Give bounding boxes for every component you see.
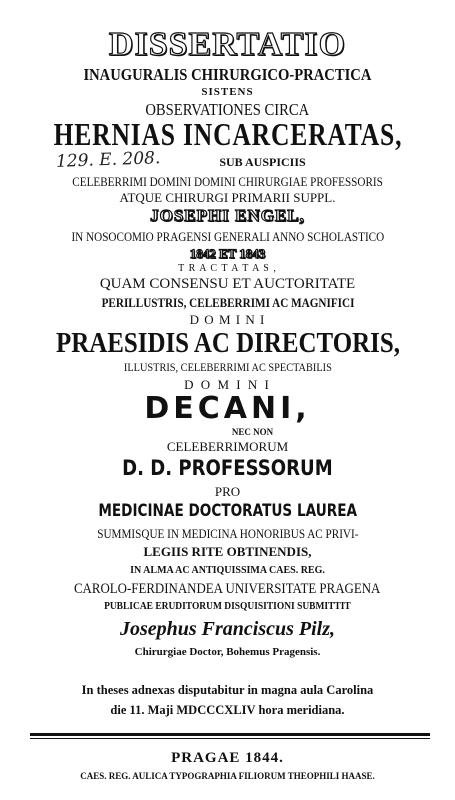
nosocomio-line: IN NOSOCOMIO PRAGENSI GENERALI ANNO SCHOLASTICO [71, 229, 384, 244]
atque-line: ATQUE CHIRURGI PRIMARII SUPPL. [119, 190, 336, 205]
josephi-engel-line: JOSEPHI ENGEL, [150, 206, 305, 225]
double-rule-bottom [30, 738, 430, 739]
years-line: 1842 ET 1843 [189, 246, 266, 261]
in-alma-line: IN ALMA AC ANTIQUISSIMA CAES. REG. [130, 565, 325, 576]
author-name: Josephus Franciscus Pilz, [119, 618, 336, 640]
carolo-ferdinandea-line: CAROLO-FERDINANDEA UNIVERSITATE PRAGENA [74, 581, 381, 597]
celeberrimorum-line: CELEBERRIMORUM [166, 439, 289, 454]
celeberrimi-line: CELEBERRIMI DOMINI DOMINI CHIRURGIAE PROFESSORIS [72, 174, 383, 189]
tractatas-line: T R A C T A T A S , [178, 263, 277, 274]
publicae-line: PUBLICAE ERUDITORUM DISQUISITIONI SUBMITTIT [104, 600, 351, 612]
pro-line: PRO [214, 484, 241, 499]
perillustris-line: PERILLUSTRIS, CELEBERRIMI AC MAGNIFICI [101, 295, 354, 310]
theses-line-1: In theses adnexas disputabitur in magna aula Carolina [81, 683, 374, 697]
domini-line-1: D O M I N I [189, 312, 266, 327]
quam-consensu-line: QUAM CONSENSU ET AUCTORITATE [99, 276, 356, 292]
double-rule-top [30, 733, 430, 736]
sistens-line: SISTENS [201, 86, 254, 98]
printer-line: CAES. REG. AULICA TYPOGRAPHIA FILIORUM THEOPHILI HAASE. [80, 771, 375, 781]
observationes-line: OBSERVATIONES CIRCA [145, 100, 310, 119]
illustris-line: ILLUSTRIS, CELEBERRIMI AC SPECTABILIS [123, 360, 332, 374]
author-description: Chirurgiae Doctor, Bohemus Pragensis. [134, 646, 321, 658]
theses-line-2: die 11. Maji MDCCCXLIV hora meridiana. [110, 703, 345, 717]
imprint-place-year: PRAGAE 1844. [171, 750, 284, 766]
decani-heading: DECANI, [144, 391, 311, 426]
dissertation-subtitle: INAUGURALIS CHIRURGICO-PRACTICA [83, 65, 372, 84]
legiis-line: LEGIIS RITE OBTINENDIS, [143, 544, 312, 559]
domini-line-2: D O M I N I [184, 377, 271, 392]
summisque-line: SUMMISQUE IN MEDICINA HONORIBUS AC PRIVI- [96, 526, 359, 541]
dissertatio-heading: DISSERTATIO [108, 26, 347, 63]
nec-non-line: NEC NON [231, 427, 274, 437]
praesidis-heading: PRAESIDIS AC DIRECTORIS, [55, 327, 400, 359]
handwritten-shelfmark: 129. E. 208. [55, 148, 161, 172]
professorum-heading: D. D. PROFESSORUM [122, 456, 333, 480]
medicinae-heading: MEDICINAE DOCTORATUS LAUREA [98, 501, 357, 521]
sub-auspiciis-line: SUB AUSPICIIS [219, 155, 306, 169]
subject-heading: HERNIAS INCARCERATAS, [53, 116, 402, 152]
